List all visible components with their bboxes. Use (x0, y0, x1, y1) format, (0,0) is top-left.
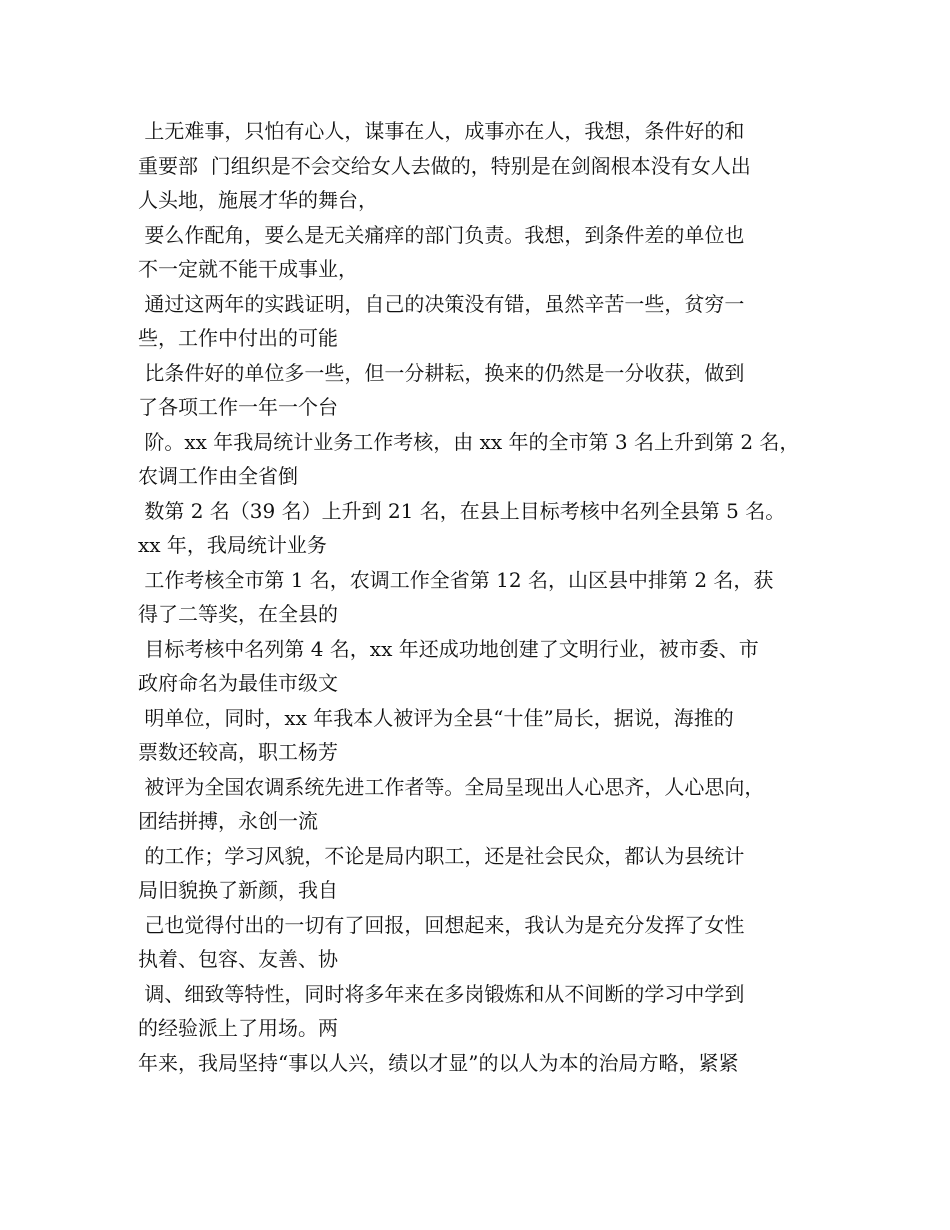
text-line: 上无难事，只怕有心人，谋事在人，成事亦在人，我想，条件好的和 (138, 119, 745, 143)
text-line: 阶。xx 年我局统计业务工作考核，由 xx 年的全市第 3 名上升到第 2 名， (138, 429, 800, 454)
text-line: 目标考核中名列第 4 名，xx 年还成功地创建了文明行业，被市委、市 (138, 636, 759, 661)
text-line: 人头地，施展才华的舞台， (138, 188, 378, 212)
text-line: 被评为全国农调系统先进工作者等。全局呈现出人心思齐，人心思向， (138, 774, 765, 799)
text-line: 要么作配角，要么是无关痛痒的部门负责。我想，到条件差的单位也 (138, 222, 745, 247)
text-line: xx 年，我局统计业务 (138, 533, 327, 557)
text-line: 己也觉得付出的一切有了回报，回想起来，我认为是充分发挥了女性 (138, 912, 745, 937)
text-line: 明单位，同时，xx 年我本人被评为全县“十佳”局长，据说，海推的 (138, 705, 734, 730)
text-line: 得了二等奖，在全县的 (138, 602, 338, 626)
text-line: 比条件好的单位多一些，但一分耕耘，换来的仍然是一分收获，做到 (138, 360, 745, 385)
text-line: 农调工作由全省倒 (138, 464, 298, 488)
text-line: 政府命名为最佳市级文 (138, 671, 338, 695)
text-line: 团结拼搏，永创一流 (138, 809, 318, 833)
text-line: 局旧貌换了新颜，我自 (138, 878, 338, 902)
text-line: 调、细致等特性，同时将多年来在多岗锻炼和从不间断的学习中学到 (138, 981, 745, 1006)
document-body (138, 114, 838, 1080)
text-line: 执着、包容、友善、协 (138, 947, 338, 971)
text-line: 的工作；学习风貌，不论是局内职工，还是社会民众，都认为县统计 (138, 843, 745, 868)
text-line: 了各项工作一年一个台 (138, 395, 338, 419)
text-line: 些，工作中付出的可能 (138, 326, 338, 350)
text-line: 通过这两年的实践证明，自己的决策没有错，虽然辛苦一些，贫穷一 (138, 291, 745, 316)
text-line: 工作考核全市第 1 名，农调工作全省第 12 名，山区县中排第 2 名，获 (138, 567, 774, 592)
text-line: 年来，我局坚持“事以人兴，绩以才显”的以人为本的治局方略，紧紧 (138, 1050, 739, 1075)
text-line: 重要部 门组织是不会交给女人去做的，特别是在剑阁根本没有女人出 (138, 153, 751, 178)
text-line: 票数还较高，职工杨芳 (138, 740, 338, 764)
text-line: 不一定就不能干成事业， (138, 257, 358, 281)
text-line: 数第 2 名（39 名）上升到 21 名，在县上目标考核中名列全县第 5 名。 (138, 498, 786, 523)
text-line: 的经验派上了用场。两 (138, 1016, 338, 1040)
